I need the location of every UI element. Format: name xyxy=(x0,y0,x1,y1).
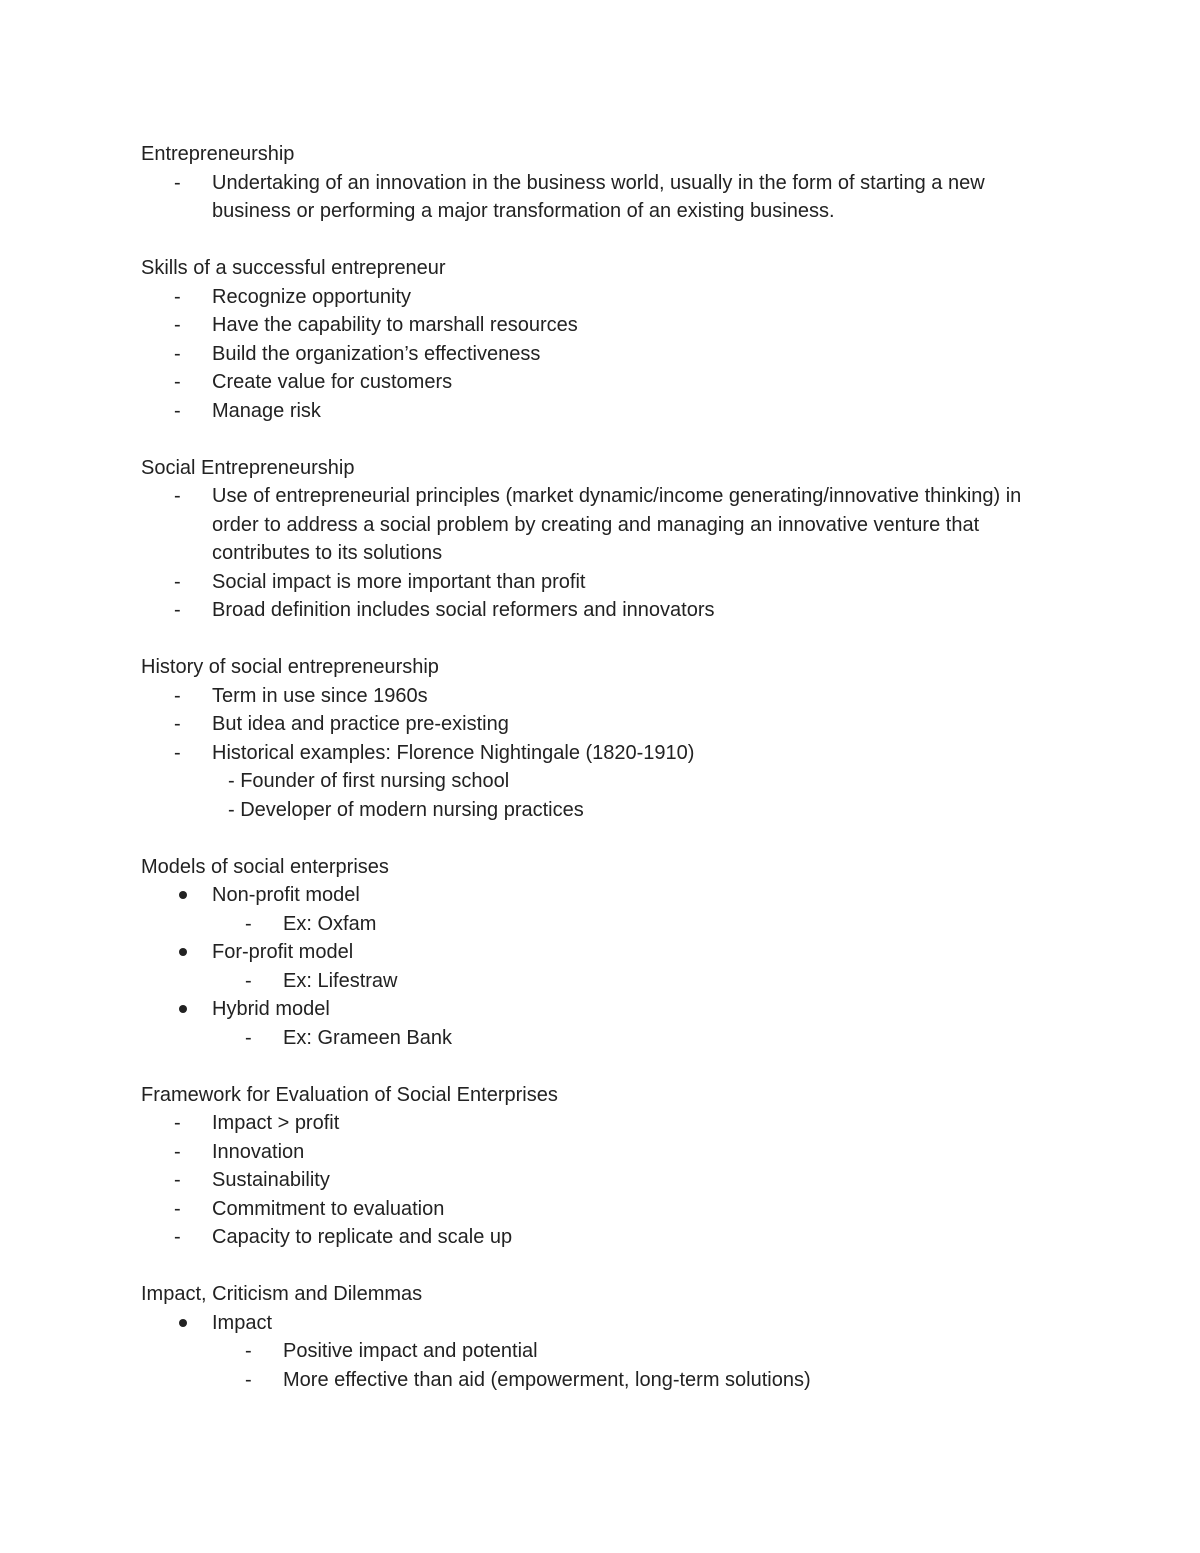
section-heading-entrepreneurship: Entrepreneurship xyxy=(141,143,295,165)
list-item-text: Social impact is more important than profit xyxy=(212,570,586,593)
sub-list-item-text: Ex: Grameen Bank xyxy=(283,1026,452,1049)
section-heading-models: Models of social enterprises xyxy=(141,855,389,878)
dash-marker: - xyxy=(174,1169,181,1191)
list-item-text: Use of entrepreneurial principles (market dynamic/income generating/innovative thinking) in order to address a social problem by creating and managing an innovative venture that contributes to its solutions xyxy=(212,485,1022,564)
sub-list-item xyxy=(141,967,1061,996)
dash-marker: - xyxy=(245,912,252,935)
list-item xyxy=(141,938,1061,967)
list-item-text: Hybrid model xyxy=(212,998,330,1020)
list-item xyxy=(141,995,1061,1024)
dash-marker: - xyxy=(174,1112,181,1134)
list-item-text: Historical examples: Florence Nightingale (1820-1910) xyxy=(212,741,695,764)
dash-marker: - xyxy=(174,1197,181,1220)
sub-list-item-text: Ex: Lifestraw xyxy=(283,969,398,992)
list-item-text: Commitment to evaluation xyxy=(212,1197,445,1220)
sub-list-item xyxy=(141,910,1061,939)
list-item xyxy=(141,482,1062,568)
dash-marker: - xyxy=(174,713,181,735)
list-item-text: Manage risk xyxy=(212,399,321,422)
sub-list-item xyxy=(141,1366,1061,1395)
dash-marker: - xyxy=(174,342,181,365)
list-item xyxy=(141,682,1061,711)
dash-marker: - xyxy=(174,485,181,507)
list-item-text: Have the capability to marshall resources xyxy=(212,314,578,336)
list-item xyxy=(141,1195,1061,1224)
list-item xyxy=(141,568,1061,597)
dash-marker: - xyxy=(174,399,181,422)
list-item xyxy=(141,1309,1061,1338)
dash-marker: - xyxy=(174,741,181,764)
sub-list-item: - Founder of first nursing school xyxy=(228,770,510,792)
list-item-text: Sustainability xyxy=(212,1169,330,1191)
list-item-text: Capacity to replicate and scale up xyxy=(212,1226,513,1248)
section-heading-social-entrepreneurship: Social Entrepreneurship xyxy=(141,456,355,479)
bullet-icon xyxy=(179,891,187,899)
list-item xyxy=(141,1166,1061,1195)
dash-marker: - xyxy=(174,371,181,393)
list-item xyxy=(141,311,1061,340)
sub-list-item-text: Ex: Oxfam xyxy=(283,912,377,935)
list-item-text: Innovation xyxy=(212,1140,305,1163)
list-item-text: Term in use since 1960s xyxy=(212,684,428,707)
section-heading-history: History of social entrepreneurship xyxy=(141,656,439,678)
sub-list-item xyxy=(141,1024,1061,1053)
list-item xyxy=(141,596,1061,625)
sub-list-item xyxy=(141,1337,1061,1366)
dash-marker: - xyxy=(174,1140,181,1163)
dash-marker: - xyxy=(174,1226,181,1248)
list-item xyxy=(141,340,1061,369)
section-heading-framework: Framework for Evaluation of Social Enterprises xyxy=(141,1083,558,1106)
list-item xyxy=(141,1109,1061,1138)
list-item-text: Build the organization’s effectiveness xyxy=(212,342,541,365)
list-item xyxy=(141,710,1061,739)
sub-list-item-text: Positive impact and potential xyxy=(283,1340,538,1362)
list-item-text: Impact > profit xyxy=(212,1112,340,1134)
list-item xyxy=(141,1223,1061,1252)
list-item xyxy=(141,739,1061,768)
dash-marker: - xyxy=(174,171,181,194)
list-item-text: But idea and practice pre-existing xyxy=(212,713,509,735)
list-item xyxy=(141,397,1061,426)
dash-marker: - xyxy=(174,285,181,308)
dash-marker: - xyxy=(174,570,181,593)
sub-list-item: - Developer of modern nursing practices xyxy=(228,798,584,821)
bullet-icon xyxy=(179,1005,187,1013)
list-item xyxy=(141,881,1061,910)
list-item xyxy=(141,1138,1061,1167)
dash-marker: - xyxy=(174,684,181,707)
dash-marker: - xyxy=(174,314,181,336)
list-item-text: Broad definition includes social reformers and innovators xyxy=(212,599,715,621)
dash-marker: - xyxy=(174,599,181,621)
list-item xyxy=(141,283,1061,312)
list-item-text: Recognize opportunity xyxy=(212,285,412,308)
section-heading-impact: Impact, Criticism and Dilemmas xyxy=(141,1283,423,1305)
dash-marker: - xyxy=(245,1340,252,1362)
list-item-text: Create value for customers xyxy=(212,371,453,393)
document-body xyxy=(141,140,1061,1394)
list-item-text: For-profit model xyxy=(212,941,354,963)
dash-marker: - xyxy=(245,1026,252,1049)
dash-marker: - xyxy=(245,969,252,992)
dash-marker: - xyxy=(245,1368,252,1391)
list-item xyxy=(141,169,1062,226)
list-item-text: Impact xyxy=(212,1311,273,1334)
section-heading-skills: Skills of a successful entrepreneur xyxy=(141,257,446,279)
sub-list-item-text: More effective than aid (empowerment, long-term solutions) xyxy=(283,1368,811,1391)
list-item-text: Non-profit model xyxy=(212,884,360,906)
list-item-text: Undertaking of an innovation in the business world, usually in the form of starting a new business or performing a major transformation of an existing business. xyxy=(212,171,985,222)
bullet-icon xyxy=(179,1319,187,1327)
bullet-icon xyxy=(179,948,187,956)
list-item xyxy=(141,368,1061,397)
